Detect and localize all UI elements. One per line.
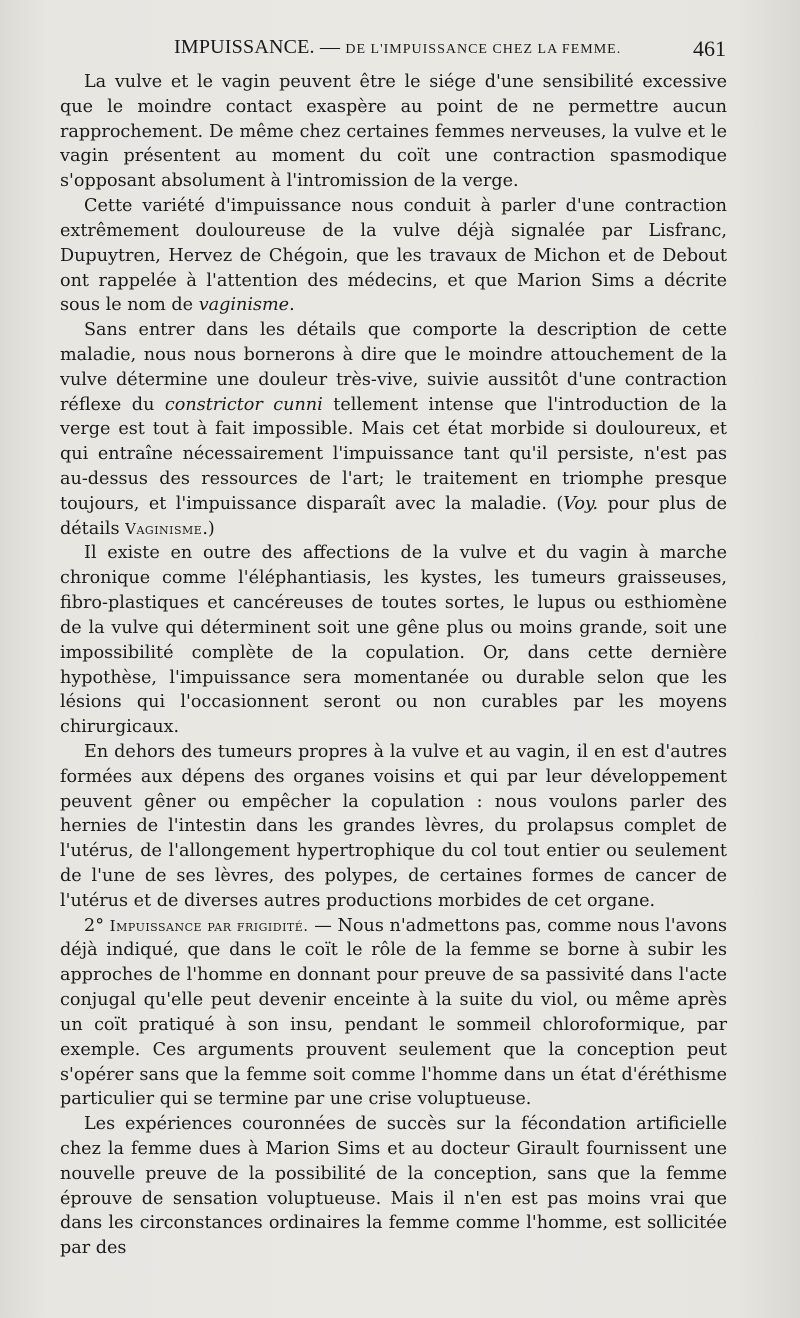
paragraph-1: La vulve et le vagin peuvent être le siége d'une sensibilité excessive que le moindre contact exaspère au point de ne permettre aucun rapprochement. De même chez certaines femmes nerveuses, la vulve et le vagin présentent au moment du coït une contraction spasmodique s'opposant absolument à l'intromission de la verge.	[60, 72, 727, 192]
term-constrictor-cunni: constrictor cunni	[164, 394, 323, 415]
paragraph-6	[60, 914, 727, 1113]
running-title	[174, 36, 621, 59]
term-vaginisme: vaginisme	[198, 295, 290, 316]
section-number: 2°	[84, 915, 104, 936]
body-text	[60, 70, 727, 1261]
paragraph-3-text-a: Sans entrer dans les détails que comporte la description de cette maladie, nous nous bornerons à dire que le moindre attouchement de la vulve détermine une douleur très-vive, suivie aussitôt d'une contraction réflexe du	[60, 320, 727, 415]
paragraph-2-text: Cette variété d'impuissance nous conduit à parler d'une contraction extrêmement douloureuse de la vulve déjà signalée par Lisfranc, Dupuytren, Hervez de Chégoin, que les travaux de Michon et de Debout ont rappelée à l'attention des médecins, et que Marion Sims a décrite sous le nom de	[60, 196, 727, 316]
page-number: 461	[693, 36, 726, 61]
paragraph-3-end: .)	[202, 518, 215, 539]
running-header	[60, 34, 726, 64]
section-heading: Impuissance par frigidité.	[109, 916, 309, 935]
header-dash: —	[319, 36, 341, 58]
paragraph-2-end: .	[289, 295, 295, 316]
paragraph-3-text-c: pour plus de détails	[60, 493, 727, 539]
paragraph-2	[60, 194, 727, 318]
paragraph-6-text: — Nous n'admettons pas, comme nous l'avons déjà indiqué, que dans le coït le rôle de la femme se borne à subir les approches de l'homme en donnant pour preuve de sa passivité dans l'acte conjugal qu'elle peut devenir enceinte à la suite du viol, ou même après un coït pratiqué à son insu, pendant le sommeil chloroformique, par exemple. Ces arguments prouvent seulement que la conception peut s'opérer sans que la femme soit comme l'homme dans un état d'éréthisme particulier qui se termine par une crise voluptueuse.	[60, 915, 728, 1110]
paragraph-3	[60, 318, 727, 541]
section-title: DE L'IMPUISSANCE CHEZ LA FEMME.	[345, 42, 622, 57]
paragraph-7: Les expériences couronnées de succès sur la fécondation artificielle chez la femme dues à Marion Sims et au docteur Girault fournissent une nouvelle preuve de la possibilité de la conception, sans que la femme éprouve de sensation voluptueuse. Mais il n'en est pas moins vrai que dans les circonstances ordinaires la femme comme l'homme, est sollicitée par des	[60, 1114, 727, 1259]
cross-reference-vaginisme: Vaginisme	[125, 519, 203, 538]
paragraph-3-text-b: tellement intense que l'introduction de la verge est tout à fait impossible. Mais cet état morbide si douloureux, et qui entraîne nécessairement l'impuissance tant qu'il persiste, n'est pas au-dessus des ressources de l'art; le traitement en triomphe presque toujours, et l'impuissance disparaît avec la maladie. (	[60, 394, 728, 514]
paragraph-5: En dehors des tumeurs propres à la vulve et au vagin, il en est d'autres formées aux dépens des organes voisins et qui par leur développement peuvent gêner ou empêcher la copulation : nous voulons parler des hernies de l'intestin dans les grandes lèvres, du prolapsus complet de l'utérus, de l'allongement hypertrophique du col tout entier ou seulement de l'une de ses lèvres, des polypes, de certaines formes de cancer de l'utérus et de diverses autres productions morbides de cet organe.	[60, 741, 727, 911]
voy-abbrev: Voy.	[563, 493, 599, 514]
chapter-title: IMPUISSANCE.	[174, 36, 315, 58]
paragraph-4: Il existe en outre des affections de la vulve et du vagin à marche chronique comme l'éléphantiasis, les kystes, les tumeurs graisseuses, fibro-plastiques et cancéreuses de toutes sortes, le lupus ou esthiomène de la vulve qui déterminent soit une gêne plus ou moins grande, soit une impossibilité complète de la copulation. Or, dans cette dernière hypothèse, l'impuissance sera momentanée ou durable selon que les lésions qui l'occasionnent seront ou non curables par les moyens chirurgicaux.	[60, 543, 727, 738]
